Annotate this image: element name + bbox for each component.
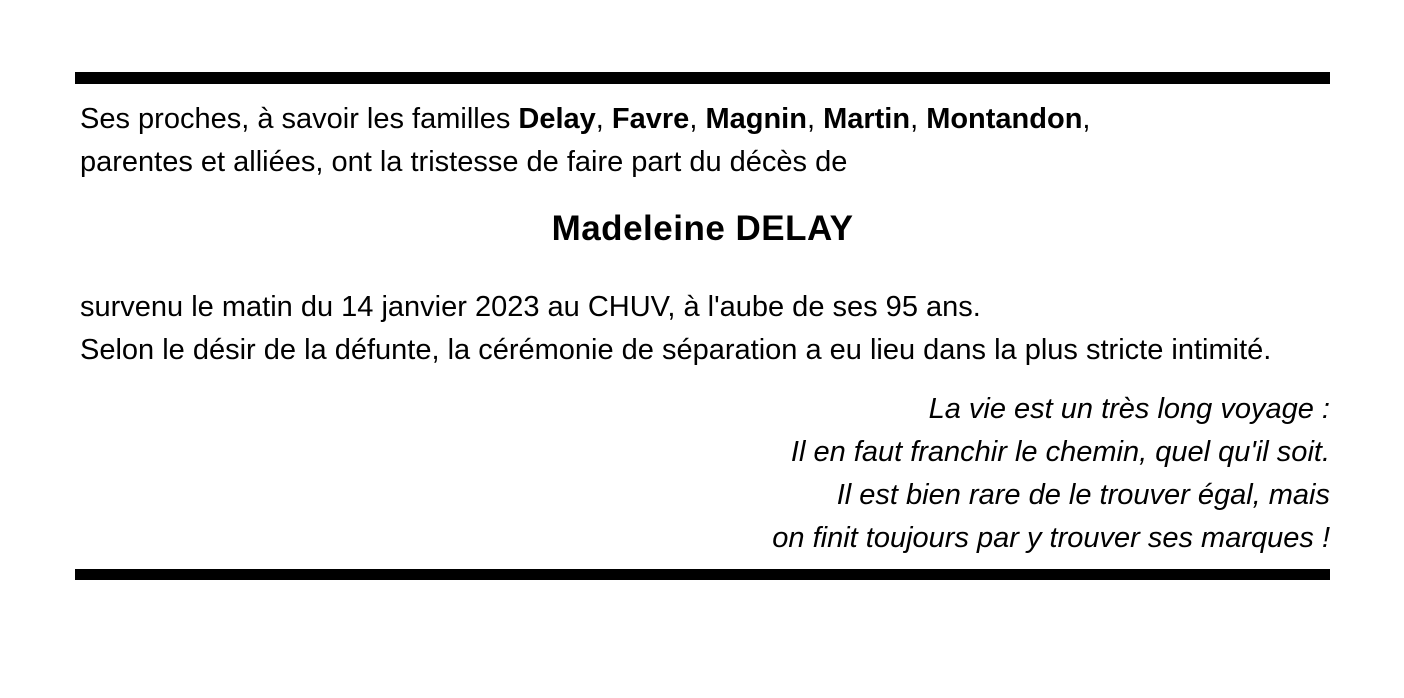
intro-paragraph — [80, 98, 1330, 184]
intro-line-2: parentes et alliées, ont la tristesse de faire part du décès de — [80, 146, 848, 178]
poem-line-4: on finit toujours par y trouver ses marques ! — [772, 522, 1330, 554]
top-rule — [75, 72, 1330, 84]
family-name: Delay — [518, 103, 596, 135]
poem-line-2: Il en faut franchir le chemin, quel qu'il soit. — [790, 436, 1330, 468]
family-name: Magnin — [705, 103, 807, 135]
family-name: Montandon — [926, 103, 1083, 135]
announcement-line-2: Selon le désir de la défunte, la cérémonie de séparation a eu lieu dans la plus stricte intimité. — [80, 334, 1272, 366]
intro-line-1 — [80, 103, 1090, 135]
poem-line-3: Il est bien rare de le trouver égal, mais — [836, 479, 1330, 511]
deceased-name: Madeleine DELAY — [551, 209, 854, 248]
poem-line-1: La vie est un très long voyage : — [928, 393, 1330, 425]
poem — [75, 388, 1330, 560]
family-name: Martin — [823, 103, 911, 135]
bottom-rule — [75, 569, 1330, 580]
announcement-line-1: survenu le matin du 14 janvier 2023 au CHUV, à l'aube de ses 95 ans. — [80, 291, 981, 323]
announcement — [80, 286, 1330, 372]
family-name: Favre — [611, 103, 690, 135]
notice-content — [75, 72, 1330, 580]
family-names: Delay, Favre, Magnin, Martin, Montandon, — [518, 103, 1091, 135]
intro-prefix: Ses proches, à savoir les familles — [80, 103, 519, 135]
